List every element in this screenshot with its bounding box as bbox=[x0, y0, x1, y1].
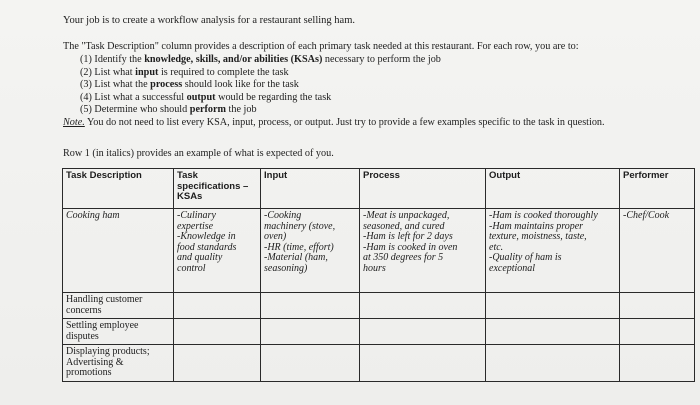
process-input-cell[interactable] bbox=[360, 319, 486, 345]
output-input-cell[interactable] bbox=[486, 293, 620, 319]
performer-input-cell[interactable] bbox=[620, 345, 695, 382]
step-3: (3) List what the process should look like for the task bbox=[80, 79, 299, 90]
instructions-text: The "Task Description" column provides a description of each primary task needed at this restaurant. For each row, you are to: bbox=[63, 41, 579, 52]
step-5: (5) Determine who should perform the job bbox=[80, 104, 257, 115]
output-input-cell[interactable] bbox=[486, 345, 620, 382]
process-input-cell[interactable] bbox=[360, 345, 486, 382]
example-performer-cell: -Chef/Cook bbox=[620, 209, 695, 293]
header-performer: Performer bbox=[620, 169, 695, 209]
row1-explanation: Row 1 (in italics) provides an example of what is expected of you. bbox=[63, 148, 334, 159]
header-input: Input bbox=[261, 169, 360, 209]
process-input-cell[interactable] bbox=[360, 293, 486, 319]
ksas-input-cell[interactable] bbox=[174, 293, 261, 319]
example-input-cell: -Cooking machinery (stove, oven) -HR (time, effort) -Material (ham, seasoning) bbox=[261, 209, 360, 293]
example-process-cell: -Meat is unpackaged, seasoned, and cured -Ham is left for 2 days -Ham is cooked in oven at 350 degrees for 5 hours bbox=[360, 209, 486, 293]
header-task-description: Task Description bbox=[63, 169, 174, 209]
header-ksas: Task specifications – KSAs bbox=[174, 169, 261, 209]
table-row bbox=[63, 319, 695, 345]
task-cell-customer-concerns: Handling customer concerns bbox=[63, 293, 174, 319]
workflow-table bbox=[62, 168, 695, 382]
example-output-cell: -Ham is cooked thoroughly -Ham maintains proper texture, moistness, taste, etc. -Quality of ham is exceptional bbox=[486, 209, 620, 293]
table-header-row bbox=[63, 169, 695, 209]
header-output: Output bbox=[486, 169, 620, 209]
table-row bbox=[63, 293, 695, 319]
example-ksas-cell: -Culinary expertise -Knowledge in food standards and quality control bbox=[174, 209, 261, 293]
performer-input-cell[interactable] bbox=[620, 293, 695, 319]
input-input-cell[interactable] bbox=[261, 345, 360, 382]
ksas-input-cell[interactable] bbox=[174, 319, 261, 345]
ksas-input-cell[interactable] bbox=[174, 345, 261, 382]
task-cell-employee-disputes: Settling employee disputes bbox=[63, 319, 174, 345]
performer-input-cell[interactable] bbox=[620, 319, 695, 345]
example-row bbox=[63, 209, 695, 293]
output-input-cell[interactable] bbox=[486, 319, 620, 345]
input-input-cell[interactable] bbox=[261, 319, 360, 345]
note-text: Note. You do not need to list every KSA, input, process, or output. Just try to provide a few examples specific to the task in question. bbox=[63, 117, 605, 128]
task-cell-displaying-products: Displaying products; Advertising & promotions bbox=[63, 345, 174, 382]
intro-text: Your job is to create a workflow analysis for a restaurant selling ham. bbox=[63, 15, 355, 26]
table-row bbox=[63, 345, 695, 382]
input-input-cell[interactable] bbox=[261, 293, 360, 319]
example-task-cell: Cooking ham bbox=[63, 209, 174, 293]
step-2: (2) List what input is required to complete the task bbox=[80, 66, 289, 78]
step-4: (4) List what a successful output would be regarding the task bbox=[80, 91, 332, 103]
header-process: Process bbox=[360, 169, 486, 209]
step-1: (1) Identify the knowledge, skills, and/or abilities (KSAs) necessary to perform the job bbox=[80, 54, 441, 65]
